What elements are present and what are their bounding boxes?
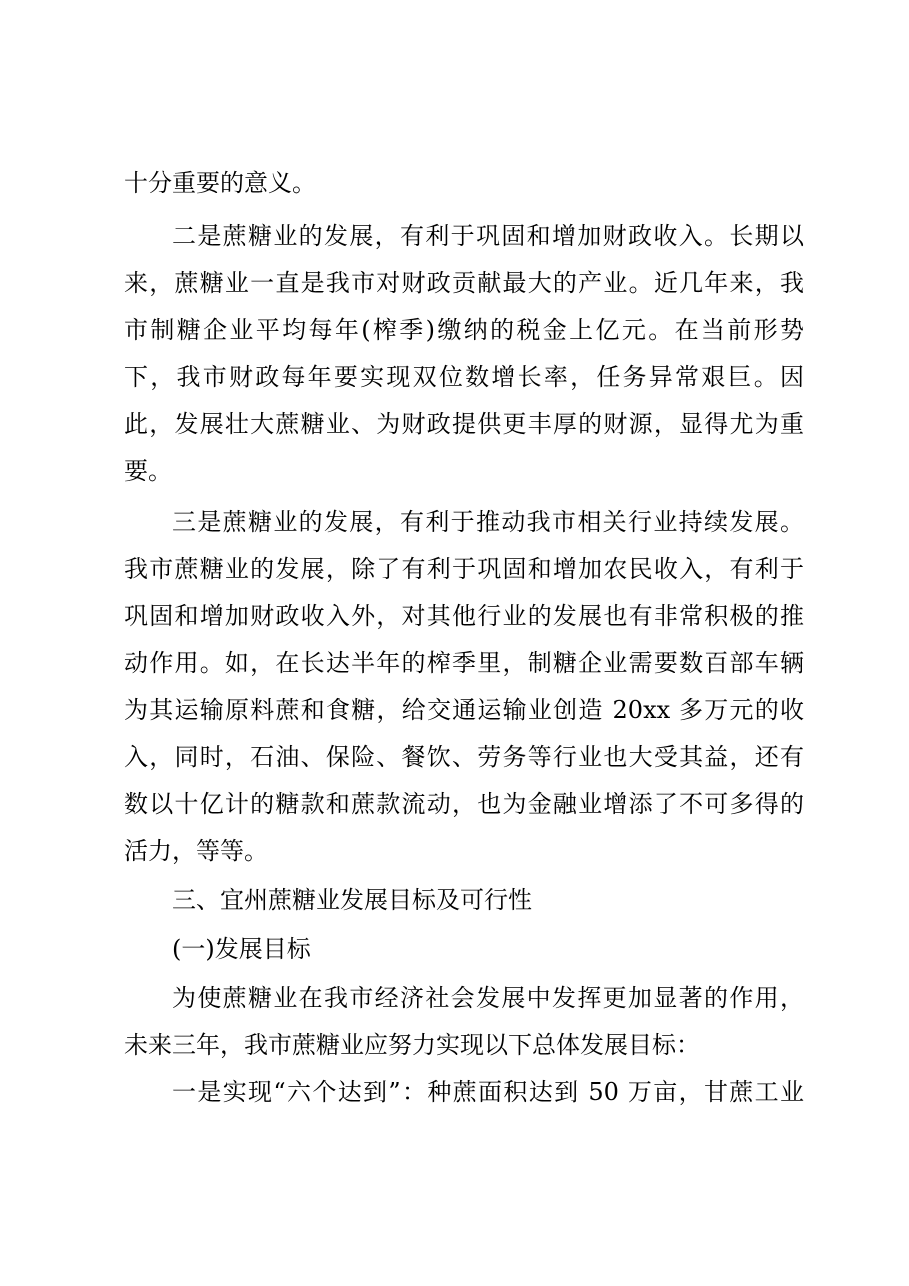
- subsection-heading: (一)发展目标: [172, 935, 311, 963]
- paragraph-line-6: 此，发展壮大蔗糖业、为财政提供更丰厚的财源，显得尤为重: [124, 410, 804, 438]
- paragraph-line-15: 活力，等等。: [124, 837, 268, 865]
- paragraph-line-10: 巩固和增加财政收入外，对其他行业的发展也有非常积极的推: [124, 602, 804, 630]
- paragraph-line-14: 数以十亿计的糖款和蔗款流动，也为金融业增添了不可多得的: [124, 790, 804, 818]
- paragraph-line-9: 我市蔗糖业的发展，除了有利于巩固和增加农民收入，有利于: [124, 555, 804, 583]
- paragraph-line-5: 下，我市财政每年要实现双位数增长率，任务异常艰巨。因: [124, 363, 804, 391]
- paragraph-line-13: 入，同时，石油、保险、餐饮、劳务等行业也大受其益，还有: [124, 743, 804, 771]
- paragraph-line-4: 市制糖企业平均每年(榨季)缴纳的税金上亿元。在当前形势: [124, 316, 804, 344]
- paragraph-line-7: 要。: [124, 457, 172, 485]
- paragraph-line-12: 为其运输原料蔗和食糖，给交通运输业创造 20xx 多万元的收: [124, 696, 804, 724]
- paragraph-line-3: 来，蔗糖业一直是我市对财政贡献最大的产业。近几年来，我: [124, 269, 804, 297]
- paragraph-line-11: 动作用。如，在长达半年的榨季里，制糖企业需要数百部车辆: [124, 649, 804, 677]
- paragraph-line-8: 三是蔗糖业的发展，有利于推动我市相关行业持续发展。: [172, 508, 804, 536]
- paragraph-line-18: 为使蔗糖业在我市经济社会发展中发挥更加显著的作用，: [172, 984, 804, 1012]
- paragraph-line-2: 二是蔗糖业的发展，有利于巩固和增加财政收入。长期以: [172, 222, 804, 250]
- section-heading: 三、宜州蔗糖业发展目标及可行性: [172, 886, 532, 914]
- paragraph-line-1: 十分重要的意义。: [124, 169, 316, 197]
- paragraph-line-19: 未来三年，我市蔗糖业应努力实现以下总体发展目标：: [124, 1031, 700, 1059]
- paragraph-line-20: 一是实现“六个达到”：种蔗面积达到 50 万亩，甘蔗工业: [172, 1078, 804, 1106]
